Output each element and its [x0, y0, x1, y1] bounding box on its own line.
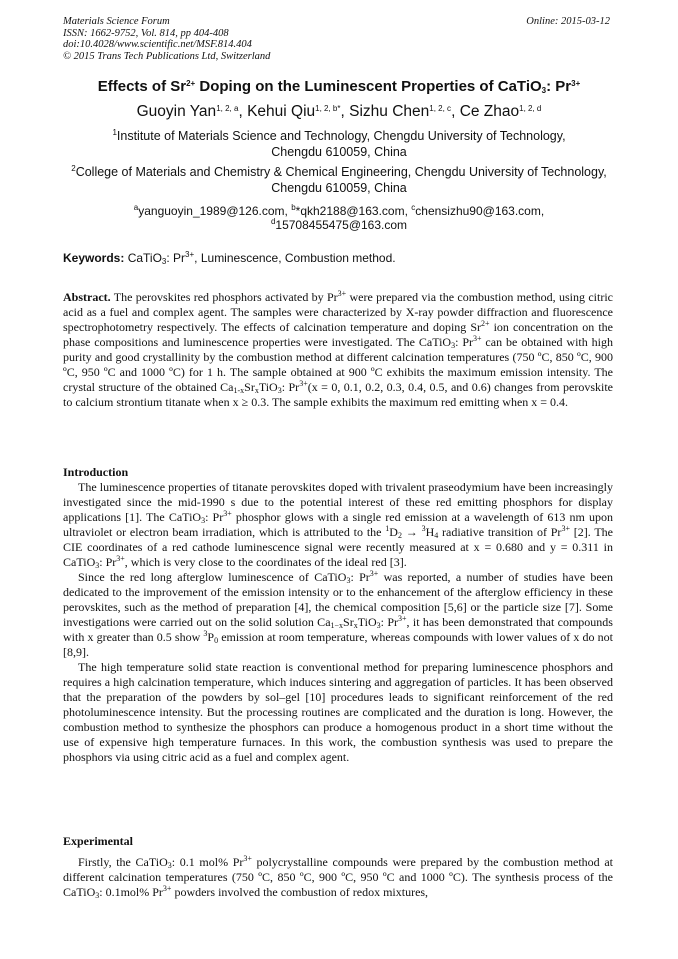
author-list: Guoyin Yan$^{1, 2, a}$, Kehui Qiu$^{1, 2, b*}$, Sizhu Chen$^{1, 2, c}$, Ce Zhao$^{1, 2, d}$ [136, 103, 542, 120]
paragraph: Since the red long afterglow luminescence of CaTiO$_3$: $Pr^{3+}$ was reported, a number of studies have been dedicated to the improvement of the emission intensity or to the enhancement of the afterglow efficiency in these perovskites, such as the method of preparation [4], the chemical composition [5,6] or the particle size [7]. Some investigations were carried out on the solid solution $Ca_{1-x}Sr_xTiO_3$: $Pr^{3+}$, it has been demonstrated that compounds with x greater than 0.5 show $^3P_0$ emission at room temperature, whereas compounds with lower values of x do not [8,9]. [63, 569, 613, 659]
introduction-section [63, 465, 613, 765]
abstract: Abstract. The perovskites red phosphors activated by $Pr^{3+}$ were prepared via the combustion method, using citric acid as a fuel and complex agent. The samples were characterized by X-ray powder diffraction and fluorescence spectrophotometry respectively. The effects of calcination temperature and doping $Sr^{2+}$ ion concentration on the phase compositions and luminescence properties were investigated. The CaTiO$_3$: $Pr^{3+}$ can be obtained with high purity and good crystallinity by the combustion method at different calcination temperatures (750 ºC, 850 ºC, 900 ºC, 950 ºC and 1000 ºC) for 1 h. The sample obtained at 900 ºC exhibits the maximum emission intensity. The crystal structure of the obtained $Ca_{1-x}Sr_xTiO_3$: $Pr^{3+}(x = 0$, 0.1, 0.2, 0.3, 0.4, 0.5, and 0.6) changes from perovskite to calcium strontium titanate when x ≥ 0.3. The sample exhibits the maximum red emitting when x = 0.4. [63, 289, 613, 409]
online-date: Online: 2015-03-12 [526, 16, 610, 27]
copyright-line: © 2015 Trans Tech Publications Ltd, Switzerland [63, 50, 271, 62]
email-list: $^a$yanguoyin_1989@126.com, $^b$*qkh2188@163.com, $^c$chensizhu90@163.com, $^d$15708455475@163.com [133, 203, 545, 232]
section-heading: Experimental [63, 834, 133, 848]
paragraph: The luminescence properties of titanate perovskites doped with trivalent praseodymium have been increasingly investigated since the mid-1990 s due to the potential interest of these red emitting phosphors for display applications [1]. The CaTiO$_3$: $Pr^{3+}$ phosphor glows with a single red emission at a wavelength of 613 nm upon ultraviolet or electron beam irradiation, which is attributed to the $^1D_2 \to ^3H_4$ radiative transition of $Pr^{3+}$ [2]. The CIE coordinates of a red cathode luminescence signal were recently measured at x = 0.680 and y = 0.311 in CaTiO$_3$: $Pr^{3+}$, which is very close to the coordinates of the ideal red [3]. [63, 480, 613, 570]
abstract-label: Abstract. [63, 290, 111, 304]
doi-line: doi:10.4028/www.scientific.net/MSF.814.404 [63, 39, 252, 50]
paragraph: The high temperature solid state reaction is conventional method for preparing luminescence phosphors and requires a high calcination temperature, which induces sintering and aggregation of particles. It has been observed that the preparation of the powders by sol–gel [10] procedures leads to significant reinforcement of the red photoluminescence intensity. But the processing routines are complicated and the duration is long. However, the combustion method to synthesize the phosphors can produce a homogenous product in a short time without the use of expensive high temperature furnaces. In this work, the combustion synthesis was used to prepare the phosphors via using citric acid as a fuel and complex agent. [63, 660, 613, 764]
experimental-section [63, 834, 613, 900]
keywords: Keywords: CaTiO$_3$: $Pr^{3+}$, Luminescence, Combustion method. [63, 250, 396, 266]
paragraph: Firstly, the CaTiO$_3$: 0.1 mol% $Pr^{3+}$ polycrystalline compounds were prepared by the combustion method at different calcination temperatures (750 ºC, 850 ºC, 900 ºC, 950 ºC and 1000 ºC). The synthesis process of the CaTiO$_3$: 0.1mol% $Pr^{3+}$ powders involved the combustion of redox mixtures, [63, 854, 613, 900]
journal-name: Materials Science Forum [63, 16, 170, 27]
section-heading: Introduction [63, 465, 129, 479]
journal-header [63, 16, 270, 62]
author-name: Ce Zhao [459, 103, 520, 120]
affiliation-2: $^2$College of Materials and Chemistry & Chemical Engineering, Chengdu University of Technology, Chengdu 610059, China [71, 164, 607, 195]
paper-title: Effects of $Sr^{2+}$ Doping on the Luminescent Properties of CaTiO$_3$: $Pr^{3+}$ [97, 78, 581, 95]
author-name: Guoyin Yan [136, 103, 217, 120]
affiliation-1: $^1$Institute of Materials Science and Technology, Chengdu University of Technology, Chengdu 610059, China [112, 128, 566, 159]
author-name: Sizhu Chen [349, 103, 430, 120]
author-name: Kehui Qiu [247, 103, 316, 120]
issn-line: ISSN: 1662-9752, Vol. 814, pp 404-408 [63, 27, 229, 39]
